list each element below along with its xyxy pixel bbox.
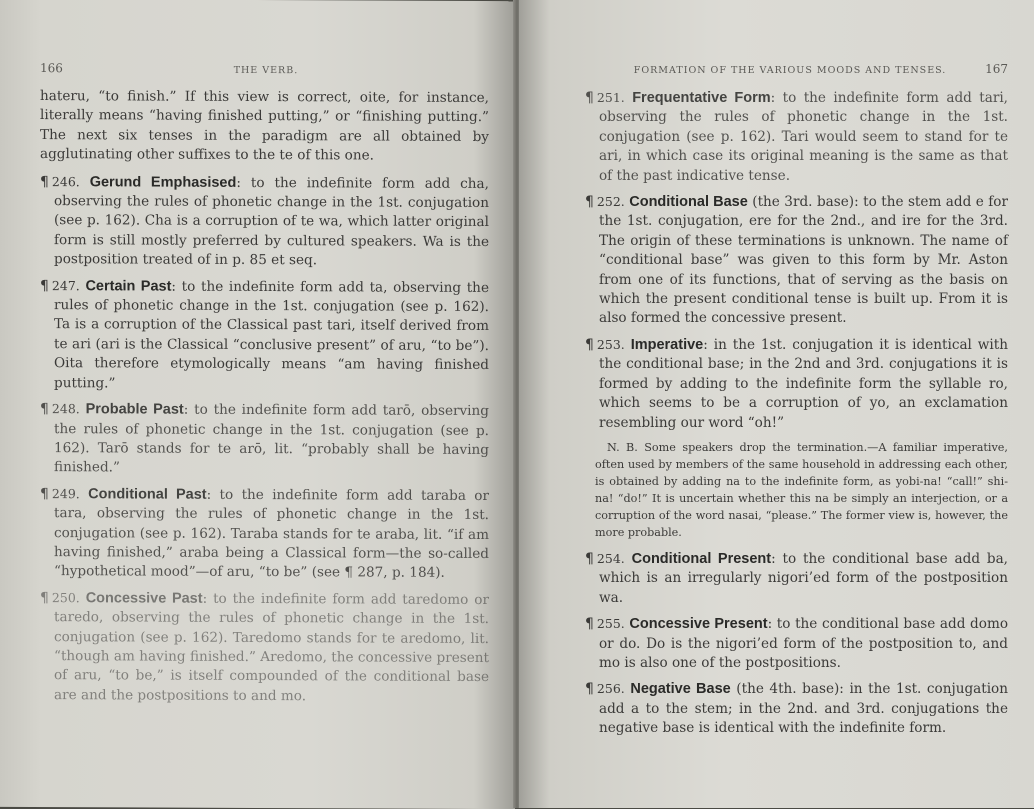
entry-heading: Certain Past — [85, 277, 172, 295]
entry-number: 248. — [51, 401, 80, 417]
entry-heading: Frequentative Form — [632, 90, 771, 106]
pilcrow-icon: ¶ — [585, 336, 594, 353]
left-continuation-text: hateru, “to finish.” If this view is correct, oite, for instance, literally means “having finished putting,” or “finishing putting.” The next six tenses in the paradigm are all obtained by agglutinating other suffixes to the te of this one. — [40, 88, 489, 164]
entry-text: : to the indefinite form add tari, observing the rules of phonetic change in the 1st. conjugation (see p. 162). Tari would seem to stand for te ari, in which case its original meaning is the same as that of the past indicative tense. — [599, 90, 1008, 184]
entry-heading: Gerund Emphasised — [89, 173, 237, 191]
entry-number: 255. — [596, 616, 625, 632]
entry-heading: Conditional Past — [88, 485, 207, 503]
entry-number: 250. — [51, 589, 80, 605]
pilcrow-icon: ¶ — [40, 589, 49, 606]
entry-heading: Imperative — [630, 336, 704, 353]
right-running-head — [585, 62, 1008, 76]
entry-text: : to the indefinite form add cha, observing the rules of phonetic change in the 1st. conjugation (see p. 162). Cha is a corruption of te wa, which latter original form is still mostly preferred by cultured speakers. Wa is the postposition treated of in p. 85 et seq. — [54, 174, 489, 269]
pilcrow-icon: ¶ — [585, 616, 594, 633]
entry-heading: Probable Past — [85, 401, 184, 418]
entry-text: : to the indefinite form add tarō, observing the rules of phonetic change in the 1st. conjugation (see p. 162). Tarō stands for te arō, lit. “probably shall be having finished.” — [54, 401, 489, 476]
entry-255 — [585, 614, 1008, 673]
nb-note: N. B. Some speakers drop the termination.—A familiar imperative, often used by members of the same household in addressing each other, is obtained by adding na to the indefinite form, as yobi-na! “call!” shi-na! “do!” It is uncertain whether this na be simply an interjection, or a corruption of the word nasai, “please.” The former view is, however, the more probable. — [595, 440, 1008, 539]
entry-text: : to the indefinite form add taredomo or taredo, observing the rules of phonetic change in the 1st. conjugation (see p. 162). Taredomo stands for te aredomo, lit. “though am having finished.” Aredomo, the concessive present of aru, “to be,” is itself compounded of the conditional base are and the postpositions to and mo. — [54, 590, 489, 704]
entry-250 — [40, 588, 489, 707]
entry-246 — [40, 172, 489, 272]
right-page — [519, 0, 1034, 808]
pilcrow-icon: ¶ — [40, 401, 49, 418]
entry-248 — [40, 399, 489, 480]
entry-text: : in the 1st. conjugation it is identical with the conditional base; in the 2nd and 3rd. conjugations it is formed by adding to the indefinite form the syllable ro, which seems to be a corruption of yo, an exclamation resembling our word “oh!” — [599, 336, 1009, 431]
entry-249 — [40, 484, 489, 584]
entry-text: (the 3rd. base): to the stem add e for the 1st. conjugation, ere for the 2nd., and ire for the 3rd. The origin of these terminations is unknown. The name of “conditional base” was given to this form by Mr. Aston from one of its functions, that of serving as the basis on which the present conditional tense is built up. From it is also formed the concessive present. — [599, 194, 1008, 327]
entry-heading: Negative Base — [630, 681, 731, 698]
entry-254 — [585, 549, 1008, 608]
entry-252 — [585, 192, 1008, 329]
entry-text: : to the indefinite form add ta, observing the rules of phonetic change in the 1st. conjugation (see p. 162). Ta is a corruption of the Classical past tari, itself derived from te ari (ari is the Classical “conclusive present” of aru, “to be”). Oita therefore etymologically means “am having finished putting.” — [54, 278, 489, 392]
entry-number: 246. — [51, 173, 80, 189]
entry-heading: Concessive Past — [85, 590, 203, 607]
right-running-title: FORMATION OF THE VARIOUS MOODS AND TENSES. — [633, 65, 947, 76]
entry-253 — [585, 335, 1008, 433]
left-running-head — [40, 61, 489, 77]
entry-256 — [585, 679, 1008, 738]
entry-number: 249. — [51, 485, 80, 501]
entry-number: 247. — [51, 277, 80, 293]
entry-number: 256. — [596, 681, 625, 697]
entry-text: (the 4th. base): in the 1st. conjugation add a to the stem; in the 2nd. and 3rd. conjugations the negative base is identical with the indefinite form. — [599, 681, 1008, 737]
entry-text: : to the conditional base add domo or do. Do is the nigori’ed form of the postposition to, and mo is also one of the postpositions. — [599, 616, 1009, 671]
entry-text: : to the conditional base add ba, which is an irregularly nigori’ed form of the postposition wa. — [599, 550, 1008, 606]
entry-251 — [585, 88, 1008, 186]
pilcrow-icon: ¶ — [585, 681, 594, 698]
pilcrow-icon: ¶ — [40, 277, 49, 294]
entry-heading: Conditional Present — [631, 550, 772, 567]
entry-number: 253. — [596, 336, 625, 352]
right-page-number: 167 — [985, 62, 1008, 76]
entry-247 — [40, 276, 489, 395]
pilcrow-icon: ¶ — [585, 90, 594, 106]
left-running-title: THE VERB. — [233, 64, 299, 77]
entry-number: 252. — [596, 194, 625, 210]
pilcrow-icon: ¶ — [40, 485, 49, 502]
pilcrow-icon: ¶ — [40, 173, 49, 190]
left-page — [0, 0, 515, 809]
left-page-number: 166 — [40, 61, 63, 76]
pilcrow-icon: ¶ — [585, 550, 594, 567]
entry-heading: Conditional Base — [629, 194, 748, 211]
entry-number: 254. — [596, 550, 625, 566]
entry-text: : to the indefinite form add taraba or tara, observing the rules of phonetic change in the 1st. conjugation (see p. 162). Taraba stands for te araba, lit. “if am having finished,” araba being a Classical form—the so-called “hypothetical mood”—of aru, “to be” (see ¶ 287, p. 184). — [54, 486, 489, 582]
entry-number: 251. — [596, 90, 625, 105]
entry-heading: Concessive Present — [629, 616, 768, 633]
pilcrow-icon: ¶ — [585, 194, 594, 211]
